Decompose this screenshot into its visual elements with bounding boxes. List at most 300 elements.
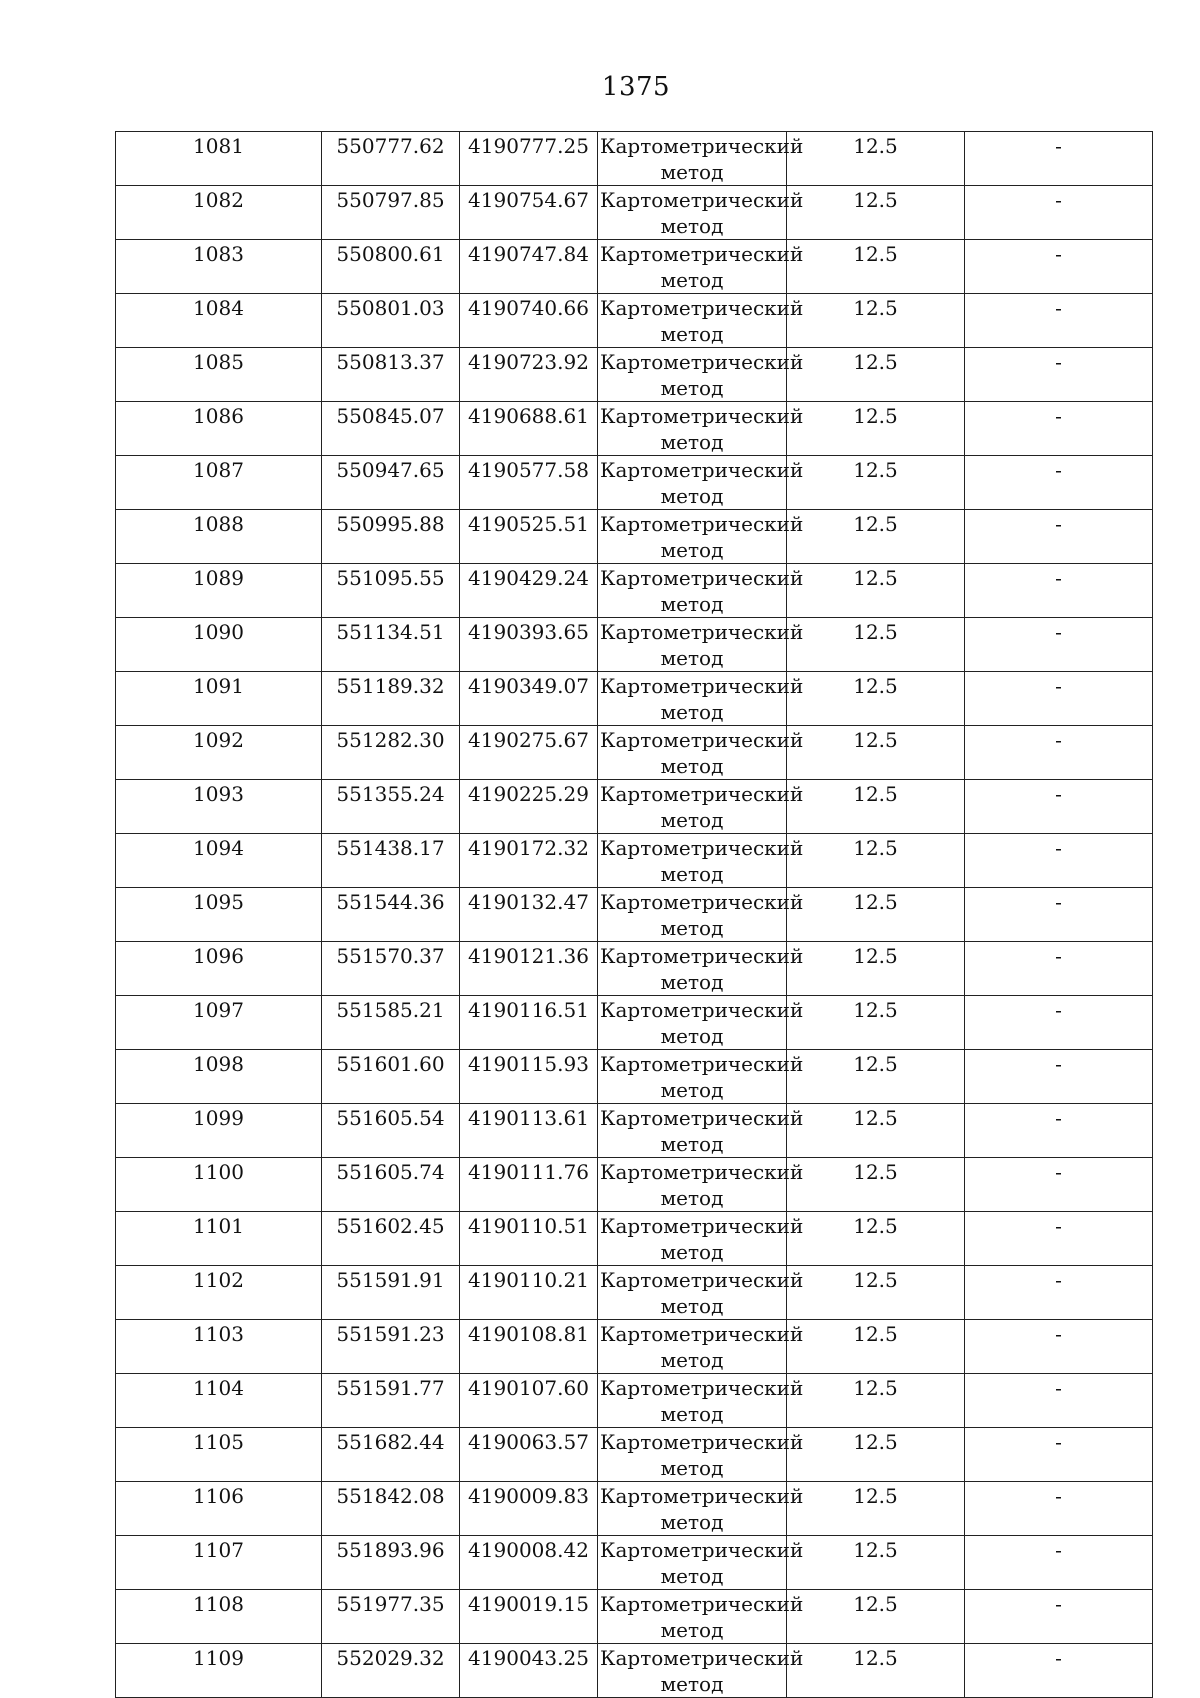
table-row xyxy=(116,1104,1153,1158)
y-coordinate-cell xyxy=(460,996,598,1050)
table-row xyxy=(116,1266,1153,1320)
y-coordinate-cell xyxy=(460,1266,598,1320)
method-text: Картометрический метод xyxy=(600,674,804,724)
x-coordinate-cell xyxy=(322,510,460,564)
accuracy-text: 12.5 xyxy=(853,242,898,266)
point-number-text: 1088 xyxy=(193,512,244,536)
table-row xyxy=(116,1050,1153,1104)
method-cell xyxy=(598,1050,804,1104)
method-cell xyxy=(598,1104,804,1158)
y-coordinate-cell xyxy=(460,942,598,996)
x-coordinate-text: 551544.36 xyxy=(336,890,445,914)
description-cell xyxy=(965,942,1153,996)
table-row xyxy=(116,294,1153,348)
description-text: - xyxy=(1055,1160,1062,1184)
description-text: - xyxy=(1055,1322,1062,1346)
description-cell xyxy=(965,618,1153,672)
y-coordinate-cell xyxy=(460,132,598,186)
accuracy-cell xyxy=(787,1266,965,1320)
y-coordinate-cell xyxy=(460,1050,598,1104)
method-cell xyxy=(598,402,804,456)
method-cell xyxy=(598,996,804,1050)
point-number-cell xyxy=(116,348,322,402)
method-text: Картометрический метод xyxy=(600,512,804,562)
accuracy-text: 12.5 xyxy=(853,836,898,860)
method-cell xyxy=(598,780,804,834)
accuracy-text: 12.5 xyxy=(853,1214,898,1238)
y-coordinate-cell xyxy=(460,1536,598,1590)
description-cell xyxy=(965,1212,1153,1266)
y-coordinate-text: 4190043.25 xyxy=(468,1646,589,1670)
x-coordinate-cell xyxy=(322,780,460,834)
method-cell xyxy=(598,618,804,672)
point-number-cell xyxy=(116,132,322,186)
accuracy-cell xyxy=(787,348,965,402)
y-coordinate-text: 4190115.93 xyxy=(468,1052,589,1076)
x-coordinate-cell xyxy=(322,240,460,294)
x-coordinate-text: 550947.65 xyxy=(336,458,445,482)
accuracy-cell xyxy=(787,1212,965,1266)
accuracy-text: 12.5 xyxy=(853,1538,898,1562)
table-row xyxy=(116,564,1153,618)
description-cell xyxy=(965,402,1153,456)
accuracy-text: 12.5 xyxy=(853,1322,898,1346)
method-text: Картометрический метод xyxy=(600,1430,804,1480)
method-cell xyxy=(598,348,804,402)
x-coordinate-cell xyxy=(322,1320,460,1374)
description-cell xyxy=(965,996,1153,1050)
x-coordinate-text: 551591.77 xyxy=(336,1376,445,1400)
x-coordinate-text: 550995.88 xyxy=(336,512,445,536)
method-text: Картометрический метод xyxy=(600,1106,804,1156)
method-cell xyxy=(598,1158,804,1212)
description-text: - xyxy=(1055,188,1062,212)
accuracy-text: 12.5 xyxy=(853,728,898,752)
point-number-cell xyxy=(116,1482,322,1536)
x-coordinate-text: 551570.37 xyxy=(336,944,445,968)
method-text: Картометрический метод xyxy=(600,998,804,1048)
method-text: Картометрический метод xyxy=(600,1052,804,1102)
method-cell xyxy=(598,1320,804,1374)
point-number-text: 1086 xyxy=(193,404,244,428)
description-cell xyxy=(965,1104,1153,1158)
accuracy-text: 12.5 xyxy=(853,1160,898,1184)
y-coordinate-cell xyxy=(460,1644,598,1698)
description-cell xyxy=(965,294,1153,348)
x-coordinate-text: 550801.03 xyxy=(336,296,445,320)
method-text: Картометрический метод xyxy=(600,296,804,346)
y-coordinate-cell xyxy=(460,348,598,402)
description-cell xyxy=(965,456,1153,510)
table-row xyxy=(116,726,1153,780)
description-text: - xyxy=(1055,1214,1062,1238)
method-cell xyxy=(598,672,804,726)
point-number-text: 1092 xyxy=(193,728,244,752)
point-number-cell xyxy=(116,1536,322,1590)
method-text: Картометрический метод xyxy=(600,728,804,778)
description-text: - xyxy=(1055,1484,1062,1508)
x-coordinate-cell xyxy=(322,1536,460,1590)
table-row xyxy=(116,1212,1153,1266)
method-cell xyxy=(598,1212,804,1266)
accuracy-cell xyxy=(787,672,965,726)
description-text: - xyxy=(1055,620,1062,644)
description-cell xyxy=(965,1158,1153,1212)
method-text: Картометрический метод xyxy=(600,1214,804,1264)
y-coordinate-cell xyxy=(460,1590,598,1644)
x-coordinate-cell xyxy=(322,402,460,456)
accuracy-cell xyxy=(787,1590,965,1644)
point-number-cell xyxy=(116,1050,322,1104)
y-coordinate-cell xyxy=(460,1374,598,1428)
x-coordinate-text: 550797.85 xyxy=(336,188,445,212)
x-coordinate-text: 551605.74 xyxy=(336,1160,445,1184)
description-cell xyxy=(965,1536,1153,1590)
accuracy-cell xyxy=(787,1644,965,1698)
y-coordinate-text: 4190723.92 xyxy=(468,350,589,374)
table-row xyxy=(116,780,1153,834)
method-text: Картометрический метод xyxy=(600,350,804,400)
description-text: - xyxy=(1055,728,1062,752)
description-cell xyxy=(965,1050,1153,1104)
y-coordinate-cell xyxy=(460,456,598,510)
y-coordinate-cell xyxy=(460,1320,598,1374)
x-coordinate-cell xyxy=(322,834,460,888)
accuracy-text: 12.5 xyxy=(853,1052,898,1076)
x-coordinate-cell xyxy=(322,456,460,510)
point-number-text: 1099 xyxy=(193,1106,244,1130)
y-coordinate-cell xyxy=(460,1212,598,1266)
accuracy-cell xyxy=(787,1374,965,1428)
accuracy-cell xyxy=(787,186,965,240)
description-cell xyxy=(965,1374,1153,1428)
method-cell xyxy=(598,726,804,780)
x-coordinate-cell xyxy=(322,996,460,1050)
point-number-text: 1091 xyxy=(193,674,244,698)
accuracy-cell xyxy=(787,294,965,348)
description-text: - xyxy=(1055,1592,1062,1616)
method-cell xyxy=(598,564,804,618)
y-coordinate-text: 4190111.76 xyxy=(468,1160,589,1184)
y-coordinate-cell xyxy=(460,672,598,726)
method-text: Картометрический метод xyxy=(600,1592,804,1642)
table-row xyxy=(116,132,1153,186)
method-text: Картометрический метод xyxy=(600,458,804,508)
y-coordinate-text: 4190116.51 xyxy=(468,998,589,1022)
accuracy-text: 12.5 xyxy=(853,782,898,806)
y-coordinate-text: 4190754.67 xyxy=(468,188,589,212)
x-coordinate-text: 551977.35 xyxy=(336,1592,445,1616)
description-text: - xyxy=(1055,404,1062,428)
point-number-cell xyxy=(116,1590,322,1644)
table-row xyxy=(116,1644,1153,1698)
point-number-cell xyxy=(116,1266,322,1320)
accuracy-cell xyxy=(787,132,965,186)
y-coordinate-text: 4190747.84 xyxy=(468,242,589,266)
y-coordinate-cell xyxy=(460,726,598,780)
description-text: - xyxy=(1055,836,1062,860)
point-number-cell xyxy=(116,564,322,618)
point-number-text: 1107 xyxy=(193,1538,244,1562)
description-text: - xyxy=(1055,782,1062,806)
description-cell xyxy=(965,348,1153,402)
x-coordinate-cell xyxy=(322,1482,460,1536)
x-coordinate-cell xyxy=(322,1266,460,1320)
description-cell xyxy=(965,186,1153,240)
x-coordinate-text: 551189.32 xyxy=(336,674,445,698)
table-row xyxy=(116,1482,1153,1536)
method-text: Картометрический метод xyxy=(600,836,804,886)
method-cell xyxy=(598,1482,804,1536)
x-coordinate-text: 551282.30 xyxy=(336,728,445,752)
accuracy-text: 12.5 xyxy=(853,1430,898,1454)
coordinates-table xyxy=(115,131,1153,1698)
description-text: - xyxy=(1055,350,1062,374)
y-coordinate-text: 4190688.61 xyxy=(468,404,589,428)
method-text: Картометрический метод xyxy=(600,620,804,670)
table-row xyxy=(116,996,1153,1050)
point-number-cell xyxy=(116,1320,322,1374)
method-text: Картометрический метод xyxy=(600,566,804,616)
description-text: - xyxy=(1055,512,1062,536)
description-text: - xyxy=(1055,998,1062,1022)
x-coordinate-cell xyxy=(322,1644,460,1698)
y-coordinate-cell xyxy=(460,834,598,888)
table-row xyxy=(116,1536,1153,1590)
point-number-cell xyxy=(116,942,322,996)
method-cell xyxy=(598,1590,804,1644)
y-coordinate-text: 4190019.15 xyxy=(468,1592,589,1616)
accuracy-cell xyxy=(787,834,965,888)
y-coordinate-text: 4190107.60 xyxy=(468,1376,589,1400)
description-cell xyxy=(965,1482,1153,1536)
table-row xyxy=(116,888,1153,942)
method-cell xyxy=(598,240,804,294)
point-number-text: 1109 xyxy=(193,1646,244,1670)
point-number-text: 1108 xyxy=(193,1592,244,1616)
y-coordinate-cell xyxy=(460,780,598,834)
description-text: - xyxy=(1055,1646,1062,1670)
accuracy-text: 12.5 xyxy=(853,944,898,968)
y-coordinate-text: 4190740.66 xyxy=(468,296,589,320)
y-coordinate-text: 4190121.36 xyxy=(468,944,589,968)
accuracy-text: 12.5 xyxy=(853,620,898,644)
accuracy-cell xyxy=(787,726,965,780)
x-coordinate-cell xyxy=(322,1212,460,1266)
point-number-text: 1082 xyxy=(193,188,244,212)
accuracy-cell xyxy=(787,1158,965,1212)
x-coordinate-cell xyxy=(322,672,460,726)
accuracy-cell xyxy=(787,1482,965,1536)
y-coordinate-text: 4190108.81 xyxy=(468,1322,589,1346)
x-coordinate-cell xyxy=(322,888,460,942)
y-coordinate-cell xyxy=(460,1428,598,1482)
accuracy-text: 12.5 xyxy=(853,890,898,914)
point-number-text: 1081 xyxy=(193,134,244,158)
y-coordinate-cell xyxy=(460,564,598,618)
description-cell xyxy=(965,132,1153,186)
method-cell xyxy=(598,186,804,240)
description-cell xyxy=(965,1590,1153,1644)
method-cell xyxy=(598,834,804,888)
method-text: Картометрический метод xyxy=(600,1268,804,1318)
description-text: - xyxy=(1055,296,1062,320)
method-cell xyxy=(598,1536,804,1590)
x-coordinate-cell xyxy=(322,564,460,618)
x-coordinate-cell xyxy=(322,348,460,402)
description-text: - xyxy=(1055,1052,1062,1076)
point-number-cell xyxy=(116,186,322,240)
coordinates-table-body xyxy=(116,132,1153,1698)
point-number-cell xyxy=(116,726,322,780)
x-coordinate-cell xyxy=(322,942,460,996)
point-number-cell xyxy=(116,996,322,1050)
table-row xyxy=(116,456,1153,510)
y-coordinate-text: 4190525.51 xyxy=(468,512,589,536)
y-coordinate-cell xyxy=(460,618,598,672)
method-text: Картометрический метод xyxy=(600,890,804,940)
x-coordinate-text: 550845.07 xyxy=(336,404,445,428)
point-number-cell xyxy=(116,294,322,348)
x-coordinate-text: 551585.21 xyxy=(336,998,445,1022)
description-cell xyxy=(965,780,1153,834)
x-coordinate-cell xyxy=(322,618,460,672)
accuracy-text: 12.5 xyxy=(853,998,898,1022)
point-number-cell xyxy=(116,510,322,564)
y-coordinate-text: 4190132.47 xyxy=(468,890,589,914)
point-number-cell xyxy=(116,402,322,456)
accuracy-cell xyxy=(787,564,965,618)
accuracy-text: 12.5 xyxy=(853,350,898,374)
y-coordinate-cell xyxy=(460,402,598,456)
x-coordinate-cell xyxy=(322,132,460,186)
point-number-text: 1105 xyxy=(193,1430,244,1454)
point-number-text: 1083 xyxy=(193,242,244,266)
x-coordinate-text: 550800.61 xyxy=(336,242,445,266)
accuracy-cell xyxy=(787,402,965,456)
y-coordinate-text: 4190577.58 xyxy=(468,458,589,482)
table-row xyxy=(116,834,1153,888)
point-number-cell xyxy=(116,618,322,672)
y-coordinate-cell xyxy=(460,1482,598,1536)
description-cell xyxy=(965,1428,1153,1482)
point-number-cell xyxy=(116,834,322,888)
y-coordinate-text: 4190275.67 xyxy=(468,728,589,752)
description-text: - xyxy=(1055,1538,1062,1562)
point-number-cell xyxy=(116,1374,322,1428)
method-cell xyxy=(598,456,804,510)
point-number-text: 1094 xyxy=(193,836,244,860)
y-coordinate-cell xyxy=(460,1158,598,1212)
description-text: - xyxy=(1055,674,1062,698)
x-coordinate-cell xyxy=(322,294,460,348)
point-number-cell xyxy=(116,888,322,942)
table-row xyxy=(116,942,1153,996)
description-text: - xyxy=(1055,1430,1062,1454)
description-cell xyxy=(965,1266,1153,1320)
method-text: Картометрический метод xyxy=(600,1322,804,1372)
x-coordinate-text: 551591.23 xyxy=(336,1322,445,1346)
x-coordinate-text: 551095.55 xyxy=(336,566,445,590)
point-number-text: 1089 xyxy=(193,566,244,590)
y-coordinate-text: 4190349.07 xyxy=(468,674,589,698)
method-text: Картометрический метод xyxy=(600,404,804,454)
description-cell xyxy=(965,888,1153,942)
accuracy-text: 12.5 xyxy=(853,512,898,536)
point-number-cell xyxy=(116,672,322,726)
method-text: Картометрический метод xyxy=(600,944,804,994)
accuracy-cell xyxy=(787,1320,965,1374)
method-cell xyxy=(598,132,804,186)
point-number-text: 1097 xyxy=(193,998,244,1022)
x-coordinate-cell xyxy=(322,1374,460,1428)
method-cell xyxy=(598,1374,804,1428)
y-coordinate-cell xyxy=(460,510,598,564)
x-coordinate-cell xyxy=(322,1050,460,1104)
point-number-text: 1100 xyxy=(193,1160,244,1184)
x-coordinate-cell xyxy=(322,1428,460,1482)
description-cell xyxy=(965,510,1153,564)
method-text: Картометрический метод xyxy=(600,1484,804,1534)
accuracy-cell xyxy=(787,1104,965,1158)
point-number-text: 1095 xyxy=(193,890,244,914)
x-coordinate-cell xyxy=(322,186,460,240)
page-number: 1375 xyxy=(601,72,671,102)
y-coordinate-cell xyxy=(460,186,598,240)
method-text: Картометрический метод xyxy=(600,242,804,292)
accuracy-text: 12.5 xyxy=(853,1484,898,1508)
accuracy-cell xyxy=(787,1428,965,1482)
y-coordinate-text: 4190777.25 xyxy=(468,134,589,158)
x-coordinate-text: 551591.91 xyxy=(336,1268,445,1292)
x-coordinate-text: 551438.17 xyxy=(336,836,445,860)
method-text: Картометрический метод xyxy=(600,1160,804,1210)
description-text: - xyxy=(1055,134,1062,158)
point-number-cell xyxy=(116,1158,322,1212)
table-row xyxy=(116,1158,1153,1212)
table-row xyxy=(116,618,1153,672)
point-number-text: 1104 xyxy=(193,1376,244,1400)
x-coordinate-text: 551893.96 xyxy=(336,1538,445,1562)
method-text: Картометрический метод xyxy=(600,782,804,832)
accuracy-text: 12.5 xyxy=(853,188,898,212)
accuracy-text: 12.5 xyxy=(853,674,898,698)
table-row xyxy=(116,1320,1153,1374)
description-cell xyxy=(965,834,1153,888)
accuracy-text: 12.5 xyxy=(853,1106,898,1130)
x-coordinate-text: 550777.62 xyxy=(336,134,445,158)
point-number-cell xyxy=(116,456,322,510)
description-cell xyxy=(965,672,1153,726)
table-row xyxy=(116,1428,1153,1482)
description-text: - xyxy=(1055,1268,1062,1292)
y-coordinate-text: 4190113.61 xyxy=(468,1106,589,1130)
y-coordinate-cell xyxy=(460,294,598,348)
method-cell xyxy=(598,1644,804,1698)
point-number-text: 1101 xyxy=(193,1214,244,1238)
method-text: Картометрический метод xyxy=(600,1538,804,1588)
accuracy-cell xyxy=(787,1536,965,1590)
point-number-cell xyxy=(116,240,322,294)
point-number-text: 1106 xyxy=(193,1484,244,1508)
accuracy-text: 12.5 xyxy=(853,1268,898,1292)
accuracy-cell xyxy=(787,456,965,510)
method-text: Картометрический метод xyxy=(600,1376,804,1426)
accuracy-text: 12.5 xyxy=(853,566,898,590)
y-coordinate-text: 4190009.83 xyxy=(468,1484,589,1508)
point-number-text: 1093 xyxy=(193,782,244,806)
description-cell xyxy=(965,1320,1153,1374)
